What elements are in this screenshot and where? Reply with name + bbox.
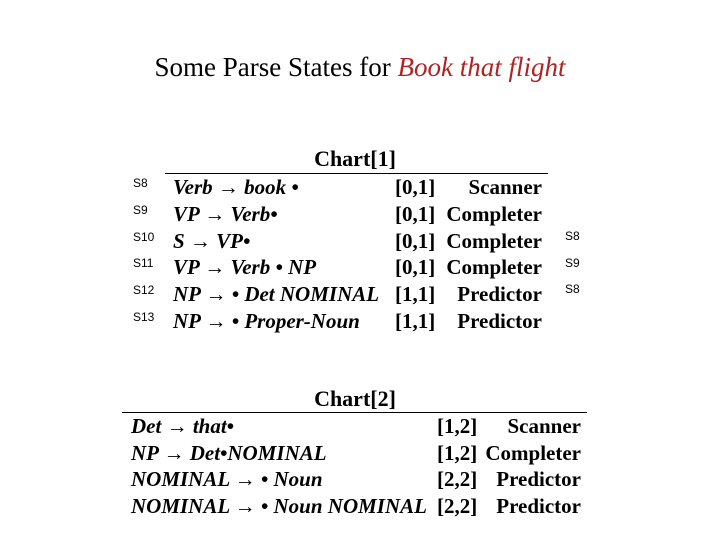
chart-row [173, 229, 548, 255]
slide-title [0, 52, 720, 83]
chart-row [173, 175, 548, 201]
span-indices: [1,2] [437, 440, 478, 465]
chart-row [173, 255, 548, 281]
grammar-rule: NP → • Proper-Noun [173, 309, 360, 333]
span-indices: [0,1] [395, 255, 436, 280]
span-indices: [2,2] [437, 493, 478, 518]
state-id-label: S10 [133, 229, 155, 244]
chart1-rule-line [165, 173, 548, 174]
state-id-label: S11 [133, 256, 154, 271]
source-state-label: S9 [565, 255, 580, 270]
chart-row [131, 494, 587, 520]
operator: Predictor [457, 282, 542, 307]
grammar-rule: NOMINAL → • Noun [131, 467, 323, 491]
operator: Scanner [468, 175, 542, 199]
chart2-heading: Chart[2] [314, 386, 396, 411]
operator: Predictor [496, 467, 581, 491]
chart2-rule-line [122, 412, 587, 413]
grammar-rule: Verb → book • [173, 175, 299, 199]
span-indices: [0,1] [395, 175, 436, 199]
grammar-rule: NP → Det•NOMINAL [131, 440, 327, 465]
chart-row [173, 202, 548, 228]
operator: Predictor [457, 309, 542, 333]
chart-row [131, 441, 587, 467]
state-id-label: S9 [133, 202, 148, 217]
chart-row [131, 414, 587, 440]
state-id-label: S8 [133, 176, 148, 190]
span-indices: [0,1] [395, 201, 436, 226]
operator: Completer [446, 228, 542, 253]
grammar-rule: Det → that• [131, 414, 235, 438]
state-id-label: S13 [133, 310, 155, 324]
span-indices: [2,2] [437, 467, 478, 491]
span-indices: [1,2] [437, 414, 478, 438]
source-state-label: S8 [565, 228, 580, 243]
grammar-rule: VP → Verb • NP [173, 255, 317, 280]
grammar-rule: VP → Verb• [173, 201, 278, 226]
grammar-rule: NP → • Det NOMINAL [173, 282, 380, 307]
operator: Predictor [496, 493, 581, 518]
operator: Completer [485, 440, 581, 465]
span-indices: [0,1] [395, 228, 436, 253]
state-id-label: S12 [133, 283, 155, 298]
operator: Scanner [507, 414, 581, 438]
chart-row [173, 282, 548, 308]
source-state-label: S8 [565, 282, 580, 297]
span-indices: [1,1] [395, 309, 436, 333]
chart-row [131, 467, 587, 493]
title-highlight: Book that flight [397, 52, 566, 82]
title-prefix: Some Parse States for [154, 52, 398, 82]
chart-row [173, 309, 548, 335]
operator: Completer [446, 255, 542, 280]
grammar-rule: S → VP• [173, 228, 251, 253]
chart1-heading: Chart[1] [314, 146, 396, 171]
span-indices: [1,1] [395, 282, 436, 307]
grammar-rule: NOMINAL → • Noun NOMINAL [131, 493, 427, 518]
operator: Completer [446, 201, 542, 226]
